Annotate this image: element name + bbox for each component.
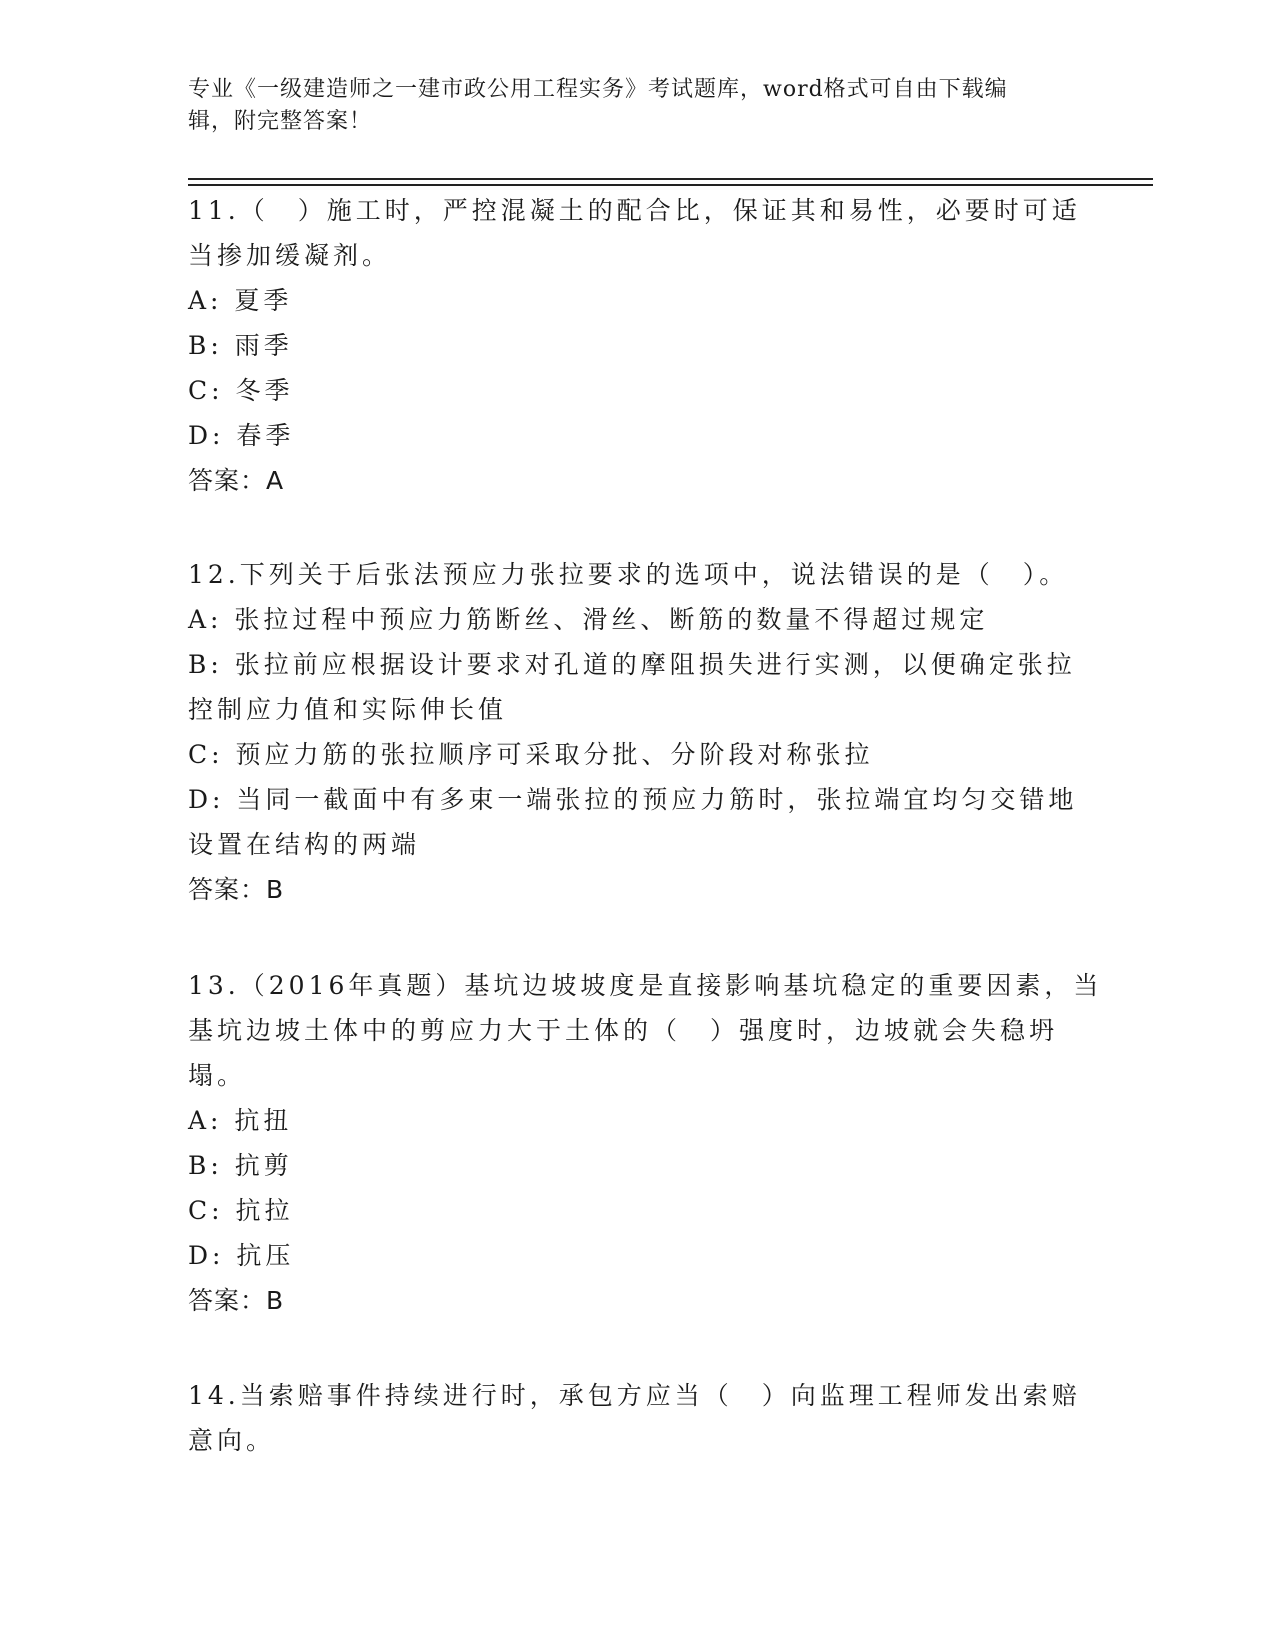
option-c: C: 抗拉 — [188, 1196, 294, 1225]
question-stem-line: 12.下列关于后张法预应力张拉要求的选项中，说法错误的是（ ）。 — [188, 560, 1069, 589]
answer-label: 答案：B — [188, 1286, 285, 1315]
question-13 — [188, 963, 1103, 1323]
option-a: A: 抗扭 — [188, 1106, 293, 1135]
answer-label: 答案：A — [188, 466, 285, 495]
header-divider — [188, 184, 1153, 186]
header-line: 辑，附完整答案！ — [188, 109, 373, 134]
option-d: D: 抗压 — [188, 1241, 295, 1270]
option-b-continued: 控制应力值和实际伸长值 — [188, 695, 508, 724]
question-stem-line: 13.（2016年真题）基坑边坡坡度是直接影响基坑稳定的重要因素，当 — [188, 971, 1103, 1000]
question-stem-line: 当掺加缓凝剂。 — [188, 241, 392, 270]
option-c: C: 冬季 — [188, 376, 294, 405]
question-stem-line: 塌。 — [188, 1061, 247, 1090]
question-stem-line: 11.（ ）施工时，严控混凝土的配合比，保证其和易性，必要时可适 — [188, 196, 1081, 225]
option-b: B: 抗剪 — [188, 1151, 293, 1180]
option-d-continued: 设置在结构的两端 — [188, 830, 421, 859]
header-line: 专业《一级建造师之一建市政公用工程实务》考试题库，word格式可自由下载编 — [188, 77, 1008, 102]
option-d: D: 当同一截面中有多束一端张拉的预应力筋时，张拉端宜均匀交错地 — [188, 785, 1078, 814]
question-14 — [188, 1373, 1088, 1463]
option-d: D: 春季 — [188, 421, 295, 450]
question-stem-line: 基坑边坡土体中的剪应力大于土体的（ ）强度时，边坡就会失稳坍 — [188, 1016, 1059, 1045]
option-a: A: 张拉过程中预应力筋断丝、滑丝、断筋的数量不得超过规定 — [188, 605, 989, 634]
question-stem-line: 意向。 — [188, 1426, 276, 1455]
option-c: C: 预应力筋的张拉顺序可采取分批、分阶段对称张拉 — [188, 740, 874, 769]
question-11 — [188, 188, 1088, 503]
question-12 — [188, 552, 1088, 912]
option-b: B: 雨季 — [188, 331, 293, 360]
header-divider — [188, 178, 1153, 180]
question-stem-line: 14.当索赔事件持续进行时，承包方应当（ ）向监理工程师发出索赔 — [188, 1381, 1081, 1410]
option-a: A: 夏季 — [188, 286, 293, 315]
answer-label: 答案：B — [188, 875, 285, 904]
option-b: B: 张拉前应根据设计要求对孔道的摩阻损失进行实测，以便确定张拉 — [188, 650, 1076, 679]
document-header — [188, 74, 1068, 138]
